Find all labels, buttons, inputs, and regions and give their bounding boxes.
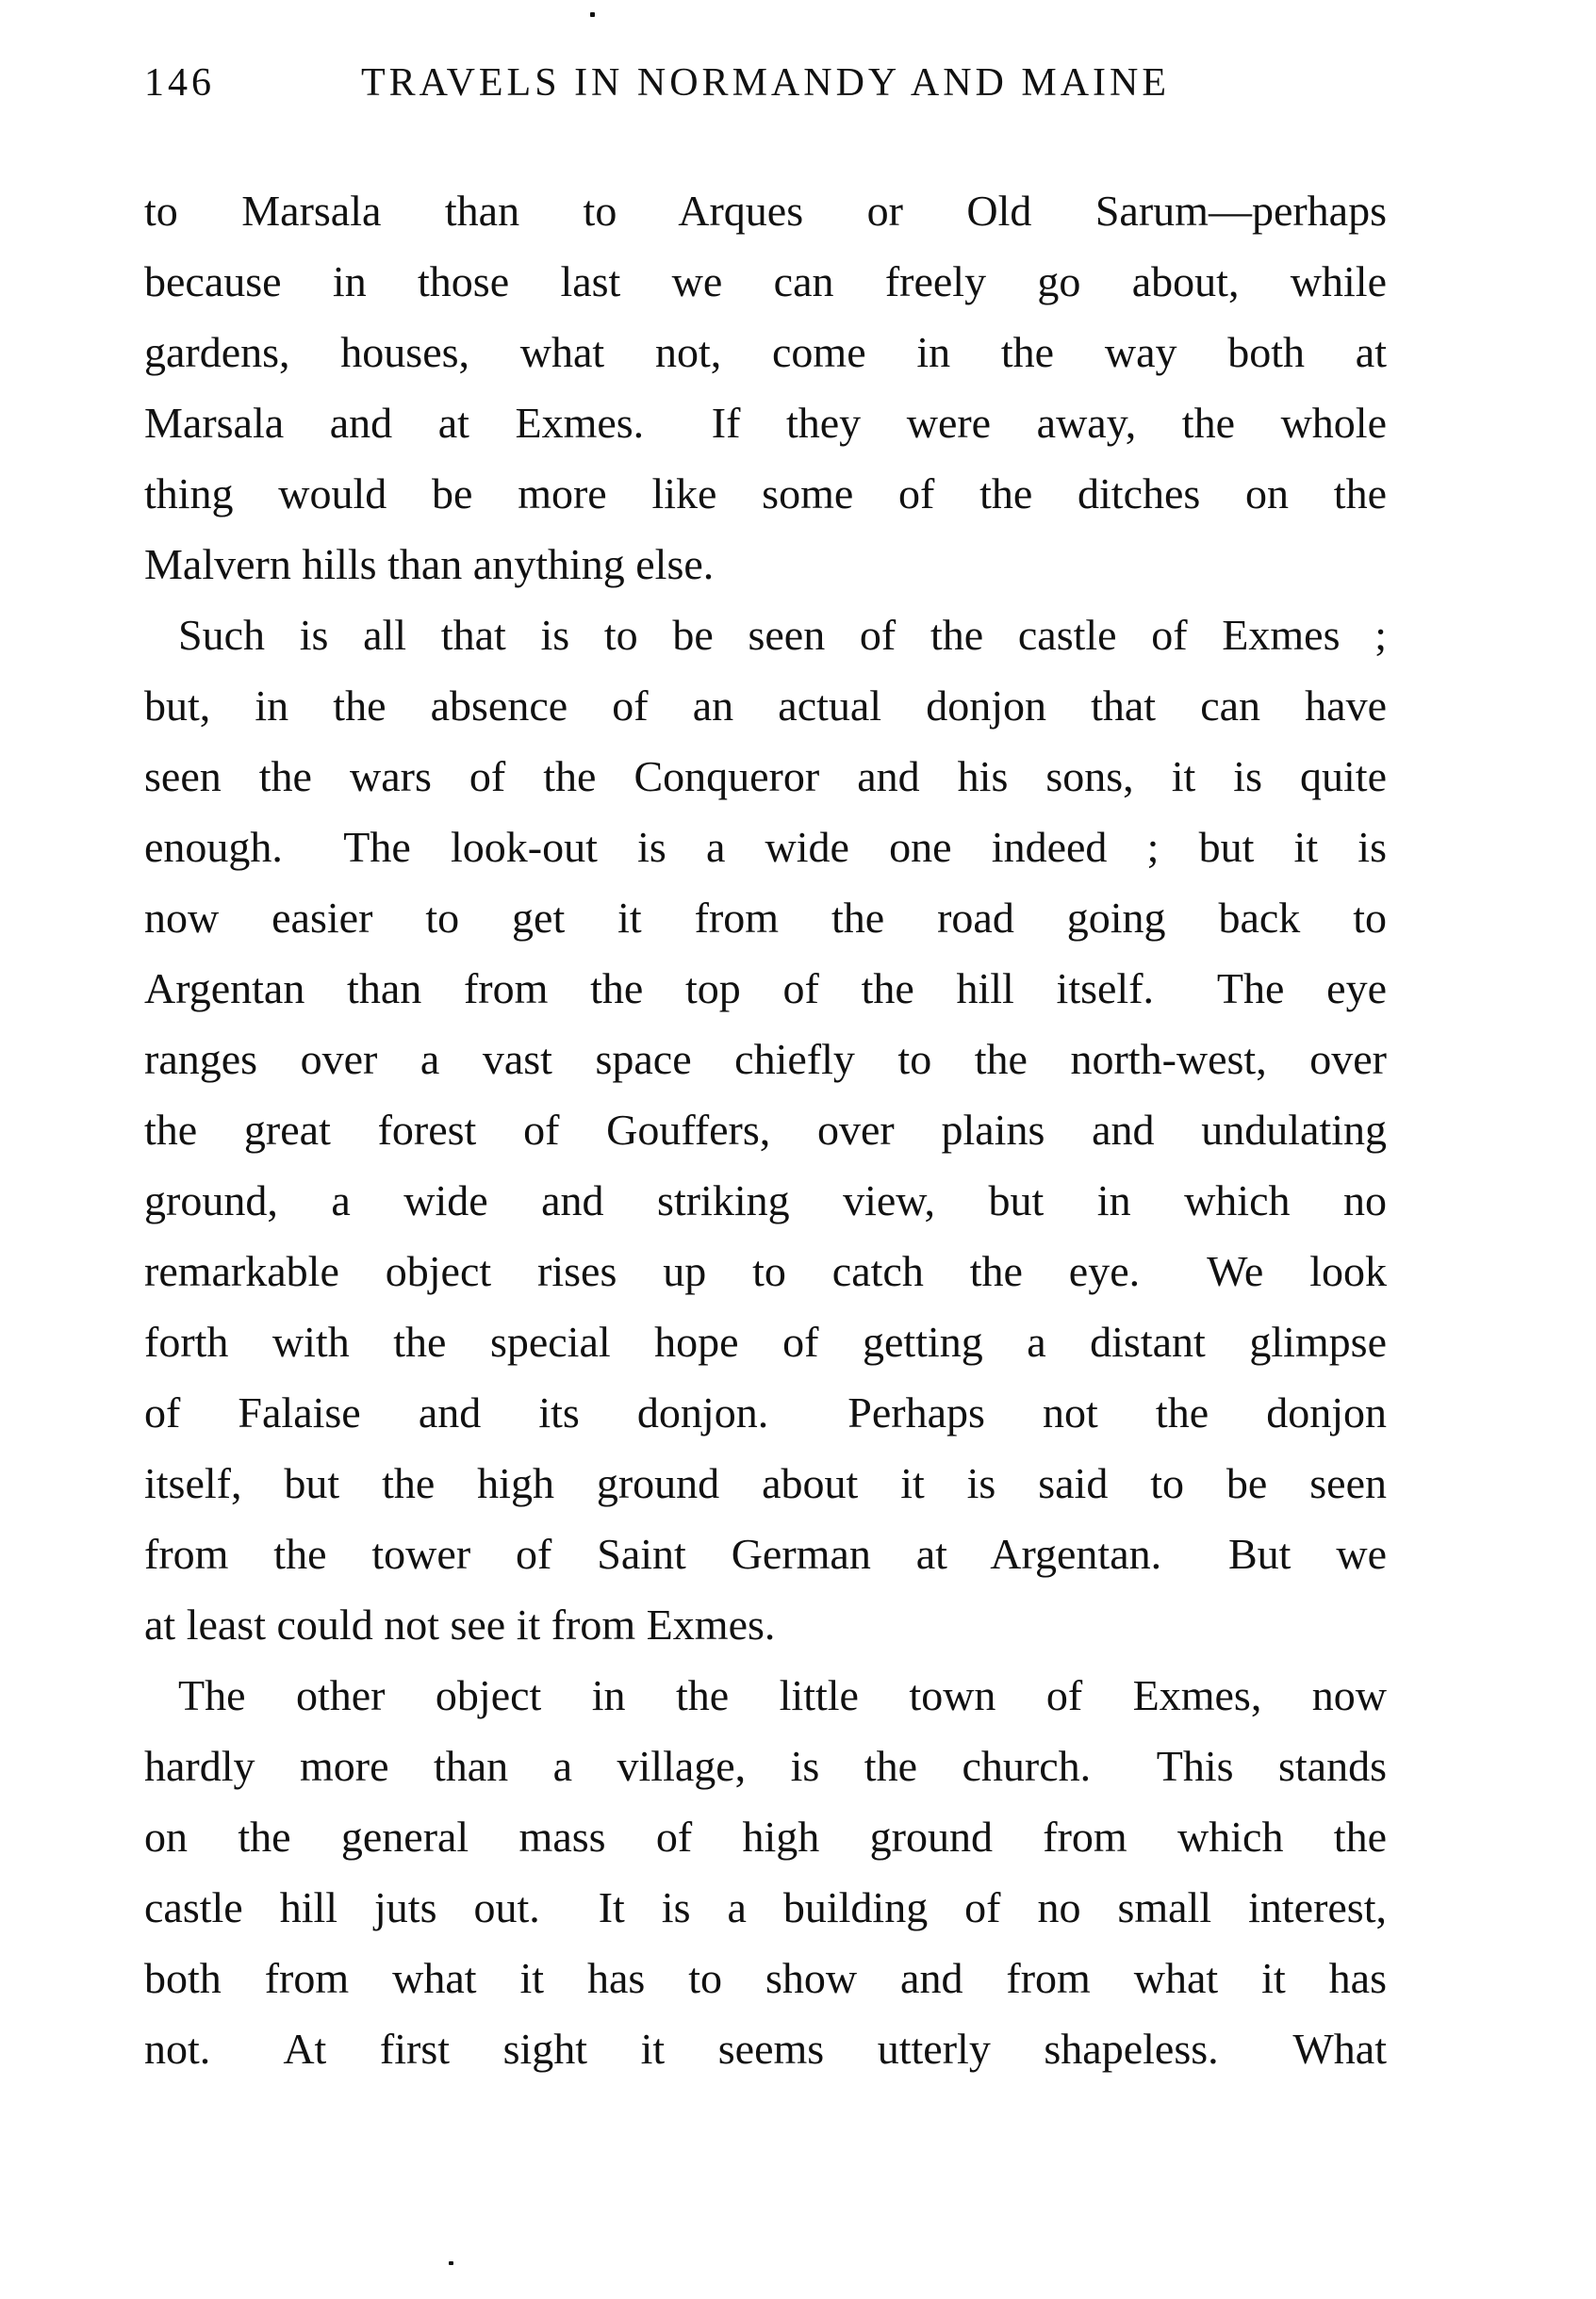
text-line: both from what it has to show and from what it has [144, 1954, 1387, 2002]
text-line: castle hill juts out. It is a building of no small interest, [144, 1883, 1387, 1931]
paragraph [144, 599, 1387, 1660]
text-line: the great forest of Gouffers, over plains and undulating [144, 1106, 1387, 1154]
text-line: ground, a wide and striking view, but in which no [144, 1176, 1387, 1224]
text-line: Malvern hills than anything else. [144, 540, 715, 588]
text-line: on the general mass of high ground from which the [144, 1813, 1387, 1861]
text-line: gardens, houses, what not, come in the way both at [144, 328, 1387, 376]
text-line: Such is all that is to be seen of the castle of Exmes ; [178, 611, 1387, 659]
text-line: Argentan than from the top of the hill itself. The eye [144, 964, 1387, 1012]
text-line: enough. The look-out is a wide one indeed ; but it is [144, 823, 1387, 871]
text-line: ranges over a vast space chiefly to the north-west, over [144, 1035, 1387, 1083]
text-line: Marsala and at Exmes. If they were away, the whole [144, 399, 1387, 447]
running-title: TRAVELS IN NORMANDY AND MAINE [360, 61, 1170, 105]
text-line: now easier to get it from the road going back to [144, 894, 1387, 942]
paragraph [144, 1660, 1387, 2084]
text-line: at least could not see it from Exmes. [144, 1601, 776, 1649]
text-line: forth with the special hope of getting a distant glimpse [144, 1318, 1387, 1366]
scan-speck-bottom [449, 2261, 453, 2265]
text-line: remarkable object rises up to catch the eye. We look [144, 1247, 1387, 1295]
text-line: to Marsala than to Arques or Old Sarum—perhaps [144, 187, 1387, 235]
text-line: of Falaise and its donjon. Perhaps not the donjon [144, 1388, 1387, 1437]
scan-speck-top [590, 12, 595, 17]
text-line: but, in the absence of an actual donjon that can have [144, 681, 1387, 730]
page-body [144, 175, 1387, 2084]
text-line: because in those last we can freely go about, while [144, 257, 1387, 305]
text-line: not. At first sight it seems utterly shapeless. What [144, 2025, 1387, 2073]
page-number: 146 [144, 61, 215, 105]
page-header [144, 60, 1387, 117]
text-line: seen the wars of the Conqueror and his sons, it is quite [144, 752, 1387, 800]
paragraph [144, 175, 1387, 599]
text-line: itself, but the high ground about it is said to be seen [144, 1459, 1387, 1507]
text-line: from the tower of Saint German at Argentan. But we [144, 1530, 1387, 1578]
text-line: thing would be more like some of the ditches on the [144, 469, 1387, 517]
text-line: hardly more than a village, is the church. This stands [144, 1742, 1387, 1790]
text-line: The other object in the little town of Exmes, now [178, 1671, 1387, 1719]
